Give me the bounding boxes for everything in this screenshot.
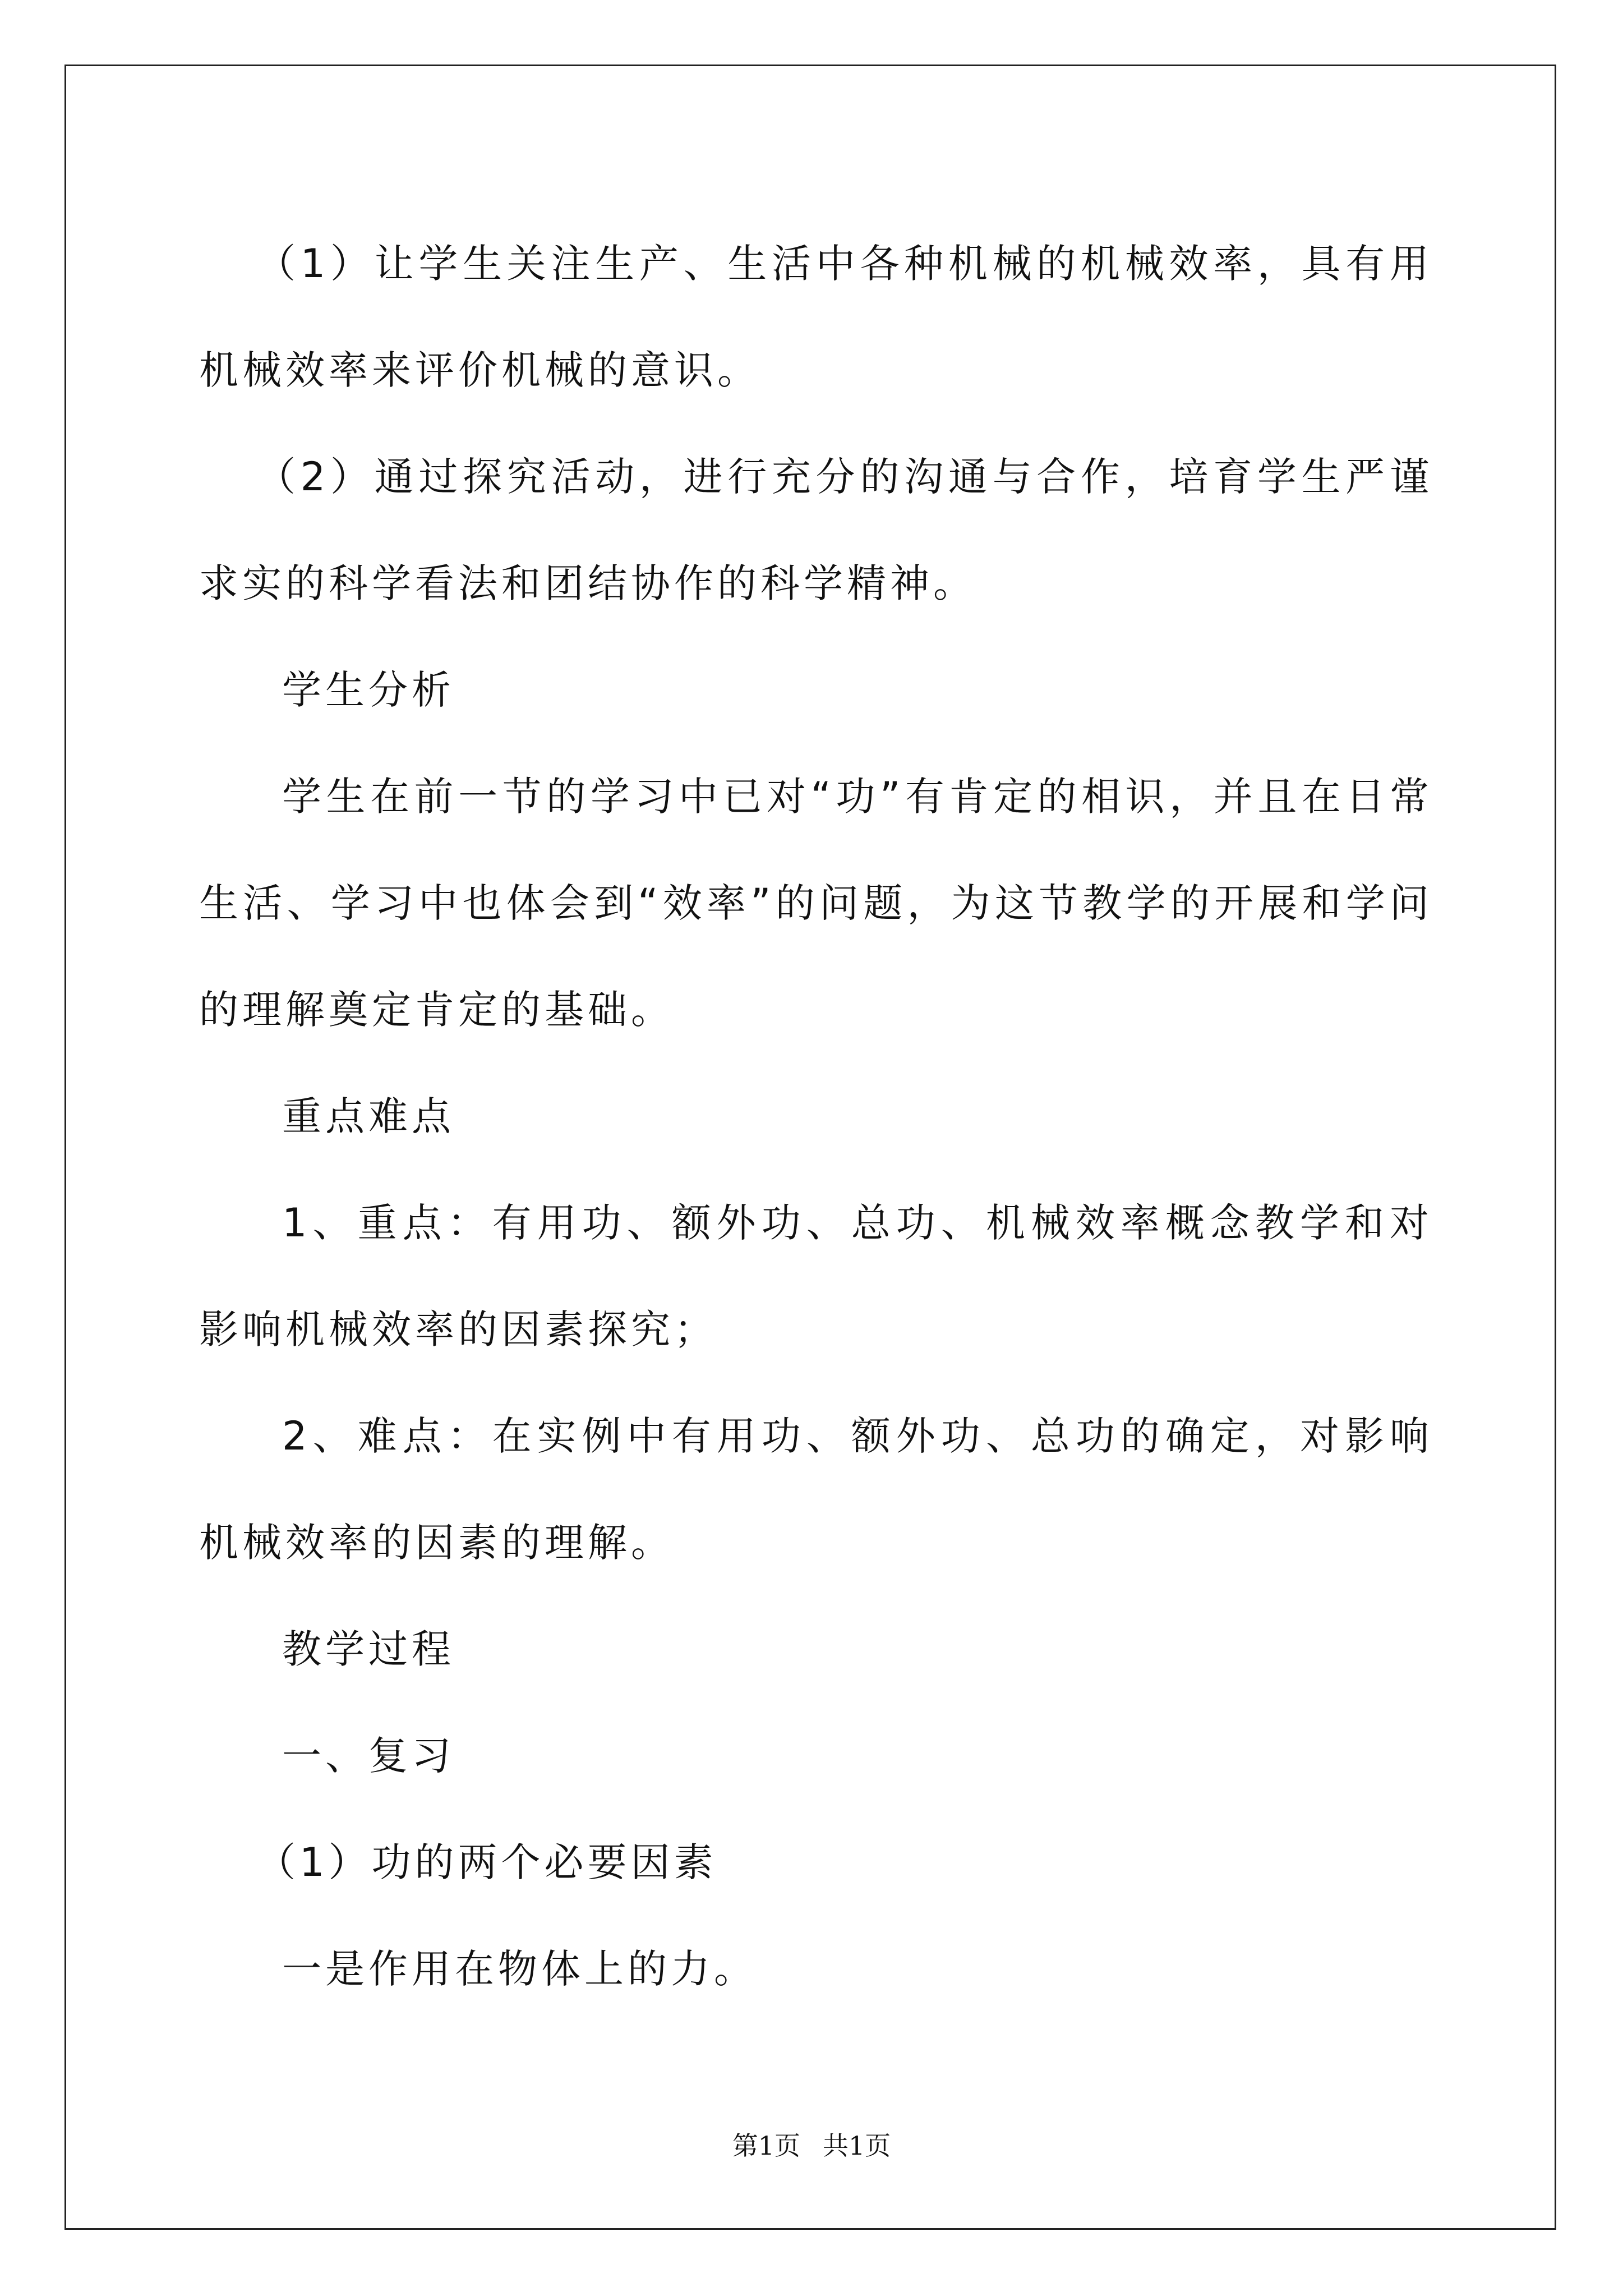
section-heading-key-points: 重点难点 [282, 1093, 455, 1139]
review-item-1-detail: 一是作用在物体上的力。 [282, 1946, 757, 1992]
section-heading-student-analysis: 学生分析 [282, 667, 455, 713]
section-heading-teaching-process: 教学过程 [282, 1626, 455, 1672]
key-point-paragraph: 1、重点：有用功、额外功、总功、机械效率概念教学和对影响机械效率的因素探究； [199, 1200, 1433, 1352]
page-footer [0, 2129, 1623, 2162]
difficult-point-paragraph: 2、难点：在实例中有用功、额外功、总功的确定，对影响机械效率的因素的理解。 [199, 1413, 1433, 1566]
objective-paragraph-1: （1）让学生关注生产、生活中各种机械的机械效率，具有用机械效率来评价机械的意识。 [199, 241, 1433, 393]
page-number: 第1页 [732, 2131, 800, 2161]
student-analysis-paragraph: 学生在前一节的学习中已对“功”有肯定的相识，并且在日常生活、学习中也体会到“效率”的问题，为这节教学的开展和学问的理解奠定肯定的基础。 [199, 774, 1433, 1033]
review-item-1: （1）功的两个必要因素 [256, 1839, 717, 1885]
objective-paragraph-2: （2）通过探究活动，进行充分的沟通与合作，培育学生严谨求实的科学看法和团结协作的科学精神。 [199, 454, 1433, 606]
page-total: 共1页 [823, 2131, 891, 2161]
subheading-review: 一、复习 [282, 1733, 455, 1779]
document-body [199, 210, 1433, 2022]
